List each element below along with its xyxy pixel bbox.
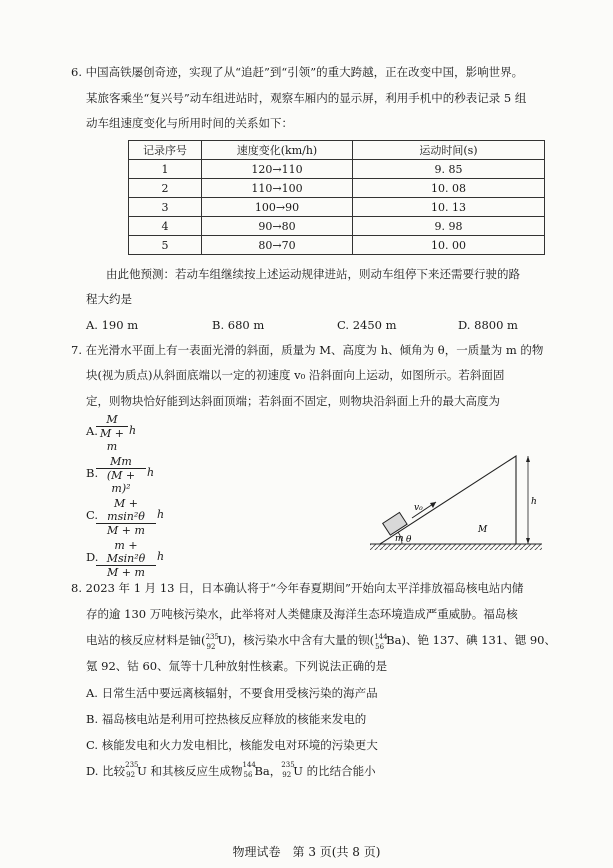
mass-number: 144 bbox=[242, 761, 256, 769]
height-label: h bbox=[531, 497, 537, 507]
mass-number: 235 bbox=[125, 761, 139, 769]
q6-after-line-1: 由此他预测：若动车组继续按上述运动规律进站，则动车组停下来还需要行驶的路 bbox=[106, 267, 520, 281]
text-span: D. 比较 bbox=[86, 764, 126, 778]
table-cell: 9. 98 bbox=[353, 217, 545, 236]
q6-after-line-2: 程大约是 bbox=[86, 292, 132, 306]
arrowhead-icon bbox=[526, 456, 530, 462]
atomic-number: 92 bbox=[126, 771, 136, 779]
numerator: Mm bbox=[110, 455, 132, 468]
q7-option-a-fraction bbox=[96, 413, 128, 453]
q7-option-d-h: h bbox=[157, 550, 165, 563]
text-span: Ba)、铯 137、碘 131、锶 90、 bbox=[386, 633, 556, 647]
atomic-number: 56 bbox=[375, 643, 385, 651]
text-span: Ba， bbox=[254, 764, 282, 778]
table-cell: 10. 08 bbox=[353, 179, 545, 198]
q6-line-3: 动车组速度变化与所用时间的关系如下： bbox=[86, 116, 293, 130]
table-cell: 9. 85 bbox=[353, 160, 545, 179]
table-cell: 4 bbox=[129, 217, 202, 236]
denominator: M + m bbox=[107, 524, 145, 537]
q8-option-b: B. 福岛核电站是利用可控热核反应释放的核能来发电的 bbox=[86, 712, 367, 726]
angle-label: θ bbox=[406, 535, 412, 545]
q7-option-a-h: h bbox=[129, 424, 137, 437]
page-footer: 物理试卷 第 3 页(共 8 页) bbox=[232, 845, 381, 859]
option-letter: D. bbox=[86, 550, 99, 564]
table-cell: 80→70 bbox=[202, 236, 353, 255]
u-nuclide bbox=[281, 761, 295, 779]
table-row bbox=[129, 160, 545, 179]
arrowhead-icon bbox=[526, 538, 530, 544]
q8-line-4: 氪 92、钴 60、氚等十几种放射性核素。下列说法正确的是 bbox=[86, 659, 388, 673]
q6-line-2: 某旅客乘坐“复兴号”动车组进站时，观察车厢内的显示屏，利用手机中的秒表记录 5 组 bbox=[86, 91, 527, 105]
ba-nuclide bbox=[374, 633, 388, 651]
text-span: 电站的核反应材料是铀( bbox=[86, 633, 206, 647]
incline-triangle bbox=[380, 456, 516, 544]
atomic-number: 92 bbox=[206, 643, 216, 651]
atomic-number: 56 bbox=[243, 771, 253, 779]
q7-option-d-fraction bbox=[96, 539, 156, 579]
q8-option-c: C. 核能发电和火力发电相比，核能发电对环境的污染更大 bbox=[86, 738, 378, 752]
table-cell: 110→100 bbox=[202, 179, 353, 198]
numerator: M bbox=[106, 413, 118, 426]
q8-line-3 bbox=[86, 633, 556, 651]
table-cell: 90→80 bbox=[202, 217, 353, 236]
q8-option-d bbox=[86, 763, 376, 779]
table-row bbox=[129, 179, 545, 198]
text-span: U 和其核反应生成物 bbox=[137, 764, 243, 778]
atomic-number: 92 bbox=[282, 771, 292, 779]
table-cell: 100→90 bbox=[202, 198, 353, 217]
q8-line-1: 8. 2023 年 1 月 13 日，日本确认将于“今年春夏期间”开始向太平洋排放福岛核电站内储 bbox=[71, 581, 524, 595]
table-cell: 1 bbox=[129, 160, 202, 179]
table-cell: 2 bbox=[129, 179, 202, 198]
table-cell: 120→110 bbox=[202, 160, 353, 179]
text-span: U)，核污染水中含有大量的钡( bbox=[217, 633, 375, 647]
q7-line-3: 定，则物块恰好能到达斜面顶端；若斜面不固定，则物块沿斜面上升的最大高度为 bbox=[86, 394, 500, 408]
numerator: M + msin²θ bbox=[107, 497, 145, 523]
table-cell: 10. 00 bbox=[353, 236, 545, 255]
table-cell: 10. 13 bbox=[353, 198, 545, 217]
table-row bbox=[129, 198, 545, 217]
q6-option-d: D. 8800 m bbox=[458, 318, 518, 332]
table-row bbox=[129, 217, 545, 236]
q6-option-a: A. 190 m bbox=[86, 318, 139, 332]
table-header: 运动时间(s) bbox=[353, 141, 545, 160]
u-nuclide bbox=[205, 633, 219, 651]
table-header: 记录序号 bbox=[129, 141, 202, 160]
incline-figure bbox=[368, 452, 548, 556]
text-span: U 的比结合能小 bbox=[293, 764, 376, 778]
mass-number: 235 bbox=[205, 633, 219, 641]
q7-option-c-h: h bbox=[157, 508, 165, 521]
q7-option-b-h: h bbox=[147, 466, 155, 479]
option-letter: C. bbox=[86, 508, 99, 522]
denominator: M + m bbox=[100, 427, 124, 453]
option-letter: B. bbox=[86, 466, 99, 480]
q6-option-b: B. 680 m bbox=[212, 318, 265, 332]
q8-option-a: A. 日常生活中要远离核辐射，不要食用受核污染的海产品 bbox=[86, 686, 378, 700]
q7-option-b-fraction bbox=[96, 455, 146, 495]
table-header-row bbox=[129, 141, 545, 160]
q7-line-1: 7. 在光滑水平面上有一表面光滑的斜面，质量为 M、高度为 h、倾角为 θ，一质量为 m 的物 bbox=[71, 343, 544, 357]
block-m bbox=[383, 512, 407, 535]
ba-nuclide bbox=[242, 761, 256, 779]
table-cell: 3 bbox=[129, 198, 202, 217]
q6-line-1: 6. 中国高铁屡创奇迹，实现了从“追赶”到“引领”的重大跨越，正在改变中国，影响世界。 bbox=[71, 65, 524, 79]
incline-mass-label: M bbox=[478, 525, 488, 535]
numerator: m + Msin²θ bbox=[106, 539, 146, 565]
speed-record-table bbox=[128, 140, 545, 255]
q8-line-2: 存的逾 130 万吨核污染水，此举将对人类健康及海洋生态环境造成严重威胁。福岛核 bbox=[86, 607, 518, 621]
ground-hatch bbox=[370, 544, 542, 550]
table-row bbox=[129, 236, 545, 255]
denominator: M + m bbox=[107, 566, 145, 579]
denominator: (M + m)² bbox=[106, 469, 136, 495]
q6-option-c: C. 2450 m bbox=[337, 318, 397, 332]
option-letter: A. bbox=[86, 424, 98, 438]
mass-number: 235 bbox=[281, 761, 295, 769]
table-header: 速度变化(km/h) bbox=[202, 141, 353, 160]
mass-number: 144 bbox=[374, 633, 388, 641]
block-label: m bbox=[395, 534, 404, 544]
v0-label: v₀ bbox=[414, 503, 423, 513]
q7-line-2: 块(视为质点)从斜面底端以一定的初速度 v₀ 沿斜面向上运动，如图所示。若斜面固 bbox=[86, 368, 505, 382]
q7-option-c-fraction bbox=[96, 497, 156, 537]
u-nuclide bbox=[125, 761, 139, 779]
table-cell: 5 bbox=[129, 236, 202, 255]
